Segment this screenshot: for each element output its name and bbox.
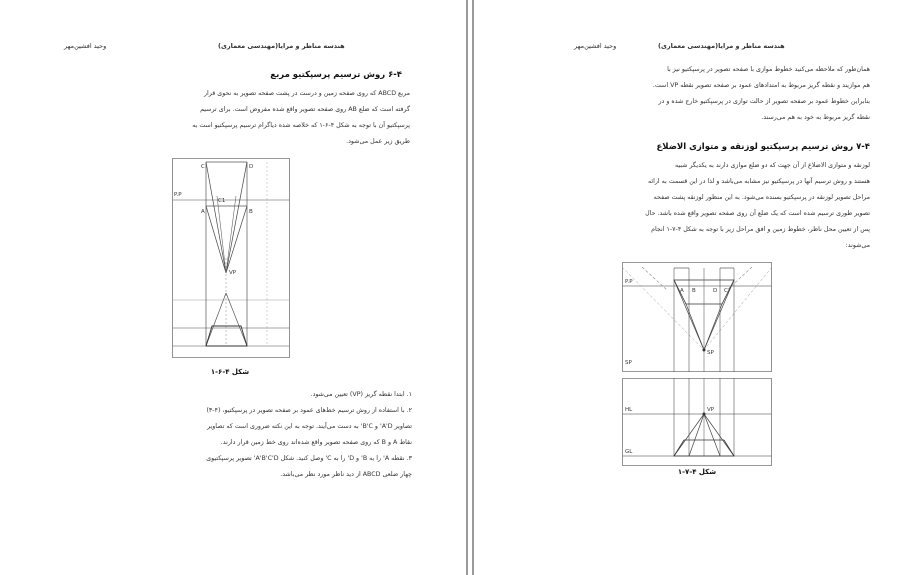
left-intro-paragraph bbox=[110, 86, 410, 150]
sp-label: SP bbox=[625, 360, 632, 366]
point-a-label: A bbox=[680, 288, 684, 294]
right-body-line: لوزنقه و متوازی الاضلاع از آن جهت که دو ضلع موازی دارند به یکدیگر شبیه bbox=[675, 162, 870, 169]
point-c-label: C bbox=[724, 288, 728, 294]
right-body-line: تصویر طوری ترسیم شده است که یک ضلع آن روی صفحه تصویر واقع شده باشد. حال bbox=[645, 210, 870, 217]
right-body-line: می‌شوند: bbox=[845, 242, 870, 249]
left-section-heading: ۶-۴ روش ترسیم پرسپکتیو مربع bbox=[270, 70, 402, 80]
right-header-title: هندسه مناظر و مرایا(مهندسی معماری) bbox=[658, 42, 785, 50]
point-d-label: D bbox=[713, 288, 718, 294]
step-line: نقاط A و B که روی صفحه تصویر واقع شده‌اند روی خط زمین قرار دارند. bbox=[220, 439, 412, 446]
square-perspective-figure bbox=[172, 158, 290, 358]
step-line: ۱. ابتدا نقطه گریز (VP) تعیین می‌شود. bbox=[310, 391, 412, 398]
step-line: ۲. با استفاده از روش ترسیم خط‌های عمود بر صفحه تصویر در پرسپکتیو، (۴-۳) bbox=[206, 407, 412, 414]
trapezoid-perspective-figure bbox=[622, 378, 772, 466]
left-intro-line: طریق زیر عمل می‌شود. bbox=[346, 138, 410, 145]
right-page bbox=[474, 0, 915, 575]
step-line: چهار ضلعی ABCD از دید ناظر مورد نظر می‌باشد. bbox=[280, 471, 412, 478]
right-header-author: وحید افشین‌مهر bbox=[574, 42, 617, 50]
right-figure-caption: شکل ۴-۷-۱ bbox=[677, 468, 717, 476]
gl-label: GL bbox=[625, 449, 633, 455]
vp-label: VP bbox=[707, 407, 715, 413]
pp-label: P.P bbox=[174, 192, 182, 198]
left-intro-line: گرفته است که ضلع AB روی صفحه تصویر واقع شده مفروض است. برای ترسیم bbox=[200, 106, 410, 113]
pp-label: P.P bbox=[625, 279, 633, 285]
point-a-label: A bbox=[201, 209, 205, 215]
vp-label: VP bbox=[229, 270, 237, 276]
right-body-line: مراحل تصویر لوزنقه در پرسپکتیو بسنده می‌شود. به این منظور لوزنقه پشت صفحه bbox=[653, 194, 870, 201]
left-intro-line: مربع ABCD که روی صفحه زمین و درست در پشت صفحه تصویر به نحوی قرار bbox=[203, 90, 410, 97]
left-intro-line: پرسپکتیو آن با توجه به شکل ۴-۶-۱ که خلاصه شده دیاگرام ترسیم پرسپکتیو است به bbox=[192, 122, 410, 129]
point-c-label: C bbox=[201, 164, 205, 170]
point-c1-label: C1 bbox=[218, 198, 226, 204]
point-b-label: B bbox=[692, 288, 696, 294]
right-intro-line: هم موازیند و نقطه گریز مربوط به امتدادهای عمود بر صفحه تصویر نقطه VP است. bbox=[652, 82, 870, 89]
left-figure-caption: شکل ۴-۶-۱ bbox=[210, 368, 250, 376]
point-d-label: D bbox=[249, 164, 254, 170]
right-intro-paragraph bbox=[580, 62, 870, 126]
page-gutter bbox=[466, 0, 474, 575]
step-line: تصاویر A'D' و B'C' به دست می‌آیند. توجه به این نکته ضروری است که تصاویر bbox=[206, 423, 412, 430]
hl-label: HL bbox=[625, 407, 633, 413]
trapezoid-plan-figure bbox=[622, 262, 772, 372]
sp-point-label: SP bbox=[707, 350, 714, 356]
point-b-label: B bbox=[249, 209, 253, 215]
right-section-heading: ۷-۴ روش ترسیم پرسپکتیو لوزنقه و متوازی الاضلاع bbox=[656, 142, 870, 152]
right-body-line: پس از تعیین محل ناظر، خطوط زمین و افق مراحل زیر با توجه به شکل ۴-۷-۱ انجام bbox=[651, 226, 870, 233]
left-header-author: وحید افشین‌مهر bbox=[64, 42, 107, 50]
right-intro-line: نقطه گریز مربوط به خود به هم می‌رسند. bbox=[761, 114, 870, 121]
step-line: ۳. نقطه A' را به B' و D' را به C' وصل کنید. شکل A'B'C'D' تصویر پرسپکتیوی bbox=[206, 455, 412, 462]
right-intro-line: بنابراین خطوط عمود بر صفحه تصویر از حالت توازی در پرسپکتیو خارج شده و در bbox=[658, 98, 870, 105]
right-intro-line: همان‌طور که ملاحظه می‌کنید خطوط موازی با صفحه تصویر در پرسپکتیو نیز با bbox=[667, 66, 870, 73]
right-body-line: هستند و روش ترسیم آنها در پرسپکتیو نیز مشابه می‌باشد و لذا در این قسمت به ارائه bbox=[647, 178, 870, 185]
left-header-title: هندسه مناظر و مرایا(مهندسی معماری) bbox=[218, 42, 345, 50]
left-steps-paragraph bbox=[102, 387, 412, 483]
right-body-paragraph bbox=[580, 158, 870, 254]
